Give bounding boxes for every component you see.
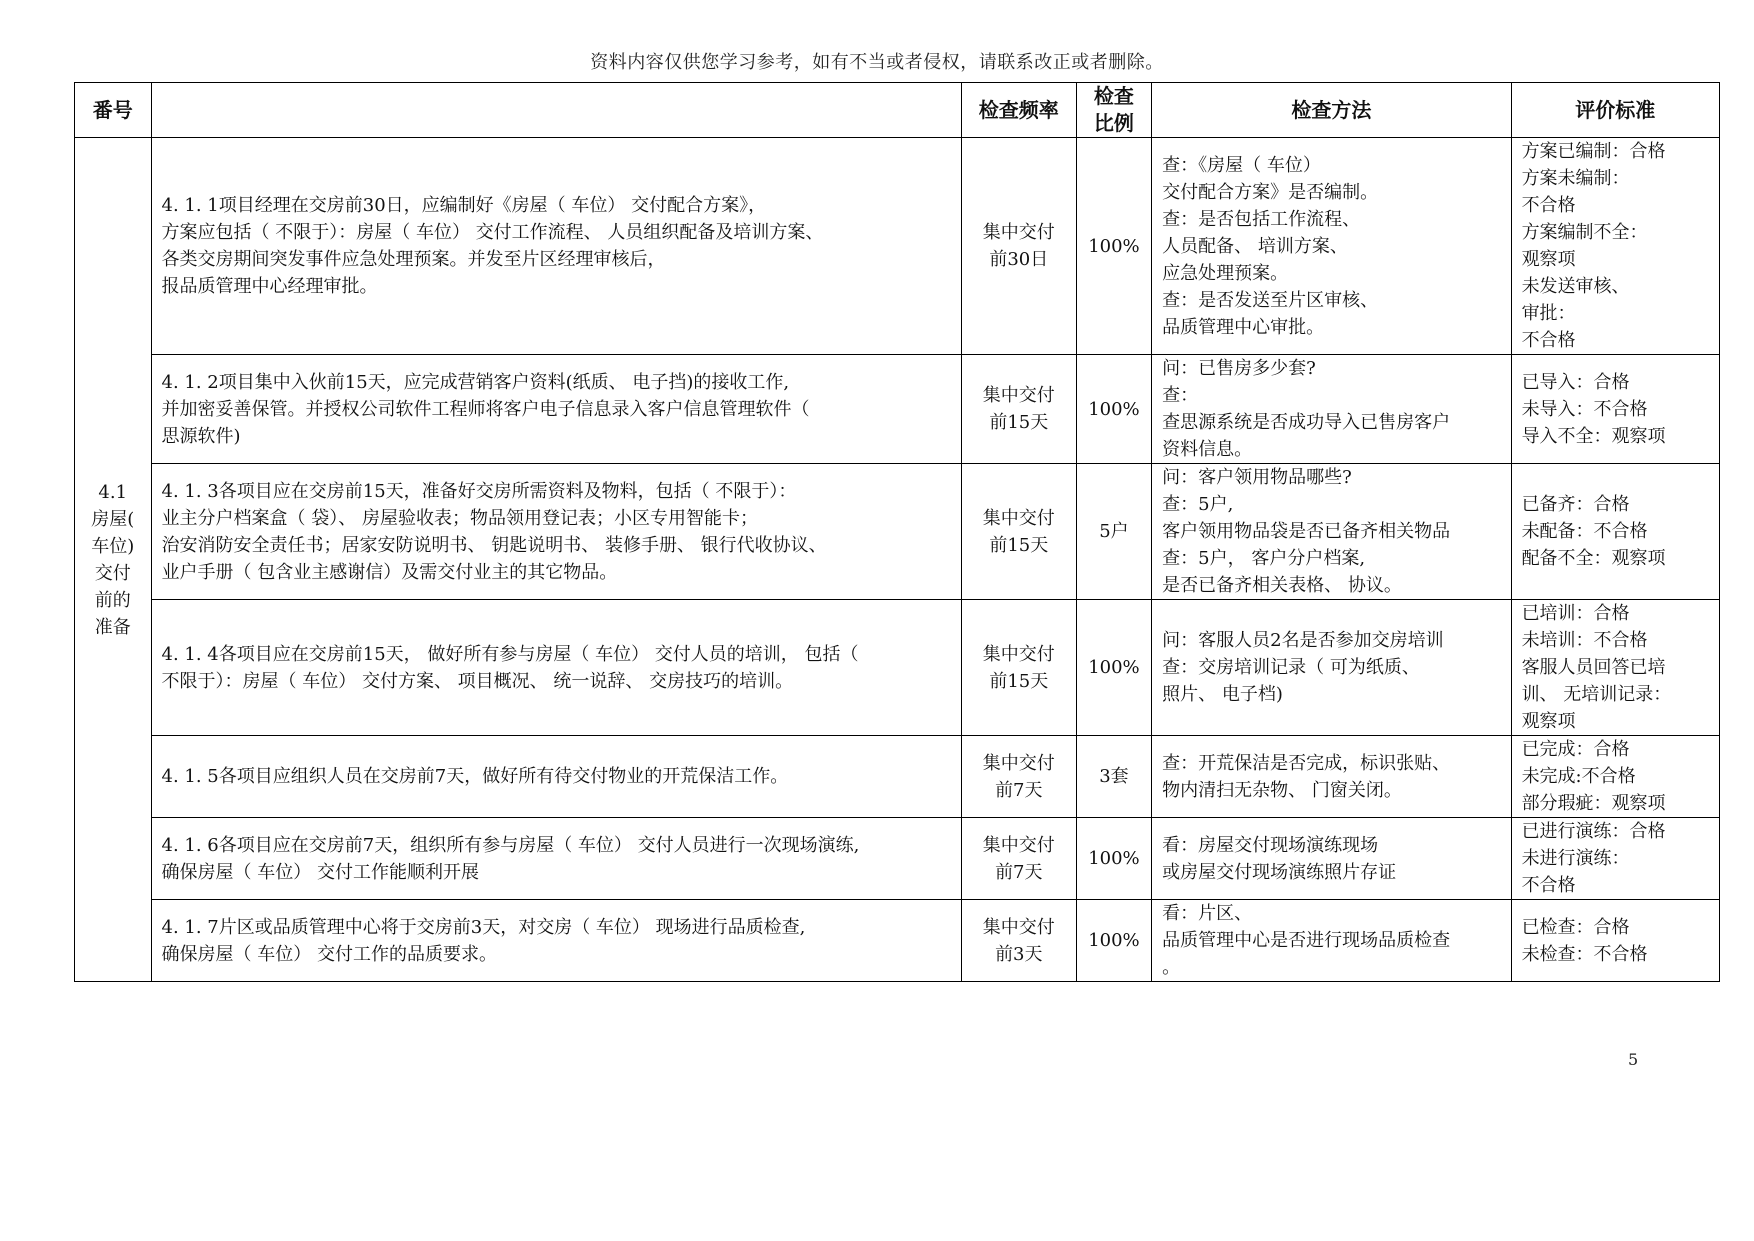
- method-cell: [1152, 600, 1511, 736]
- frequency-cell: [961, 600, 1076, 736]
- standard-cell-line: 已检查：合格: [1521, 916, 1630, 938]
- requirement-cell-line: 报品质管理中心经理审批。: [161, 276, 378, 297]
- method-cell: [1152, 138, 1511, 355]
- standard-cell-line: 不合格: [1521, 875, 1576, 896]
- method-cell-line: 问：已售房多少套?: [1162, 358, 1316, 379]
- method-cell-line: 客户领用物品袋是否已备齐相关物品: [1162, 521, 1451, 542]
- method-cell-line: 应急处理预案。: [1162, 262, 1289, 284]
- method-cell-line: 人员配备、 培训方案、: [1162, 235, 1348, 257]
- ratio-cell: 100%: [1076, 138, 1152, 355]
- header-ratio-line2: 比例: [1093, 111, 1134, 135]
- standard-cell: [1511, 355, 1719, 464]
- header-method: 检查方法: [1152, 83, 1511, 138]
- method-cell: [1152, 818, 1511, 900]
- frequency-cell-line: 集中交付: [982, 752, 1055, 774]
- requirement-cell-line: 4. 1. 1项目经理在交房前30日，应编制好《房屋（ 车位） 交付配合方案》，: [161, 195, 767, 216]
- standard-cell-line: 不合格: [1521, 195, 1576, 216]
- frequency-cell-line: 集中交付: [982, 222, 1055, 243]
- requirement-cell-line: 4. 1. 3各项目应在交房前15天，准备好交房所需资料及物料，包括（ 不限于）：: [161, 480, 797, 502]
- method-cell-line: 品质管理中心是否进行现场品质检查: [1162, 930, 1451, 951]
- requirement-cell: [151, 900, 961, 982]
- method-cell: [1152, 464, 1511, 600]
- standard-cell-line: 未检查：不合格: [1521, 943, 1648, 965]
- frequency-cell-line: 集中交付: [982, 507, 1055, 529]
- method-cell-line: 查：《房屋（ 车位）: [1162, 154, 1321, 176]
- standard-cell: [1511, 600, 1719, 736]
- frequency-cell-line: 前7天: [995, 861, 1043, 883]
- frequency-cell-line: 前7天: [995, 779, 1043, 801]
- table-row: [75, 736, 1720, 818]
- method-cell: [1152, 900, 1511, 982]
- standard-cell-line: 方案已编制：合格: [1521, 141, 1666, 162]
- method-cell-line: 看：片区、: [1162, 903, 1253, 924]
- ratio-cell: 100%: [1076, 818, 1152, 900]
- frequency-cell-line: 前15天: [989, 534, 1049, 556]
- ratio-cell: 100%: [1076, 355, 1152, 464]
- section-label-line: 房屋(: [91, 508, 135, 530]
- ratio-cell: 100%: [1076, 600, 1152, 736]
- standard-cell-line: 观察项: [1521, 249, 1576, 270]
- requirement-cell-line: 4. 1. 7片区或品质管理中心将于交房前3天，对交房（ 车位） 现场进行品质检查,: [161, 916, 806, 938]
- standard-cell-line: 已进行演练：合格: [1521, 821, 1666, 842]
- header-ratio-line1: 检查: [1093, 84, 1134, 108]
- frequency-cell: [961, 736, 1076, 818]
- requirement-cell-line: 并加密妥善保管。并授权公司软件工程师将客户电子信息录入客户信息管理软件（: [161, 398, 810, 420]
- header-ratio: [1076, 83, 1152, 138]
- method-cell-line: 。: [1162, 957, 1181, 978]
- ratio-cell: 100%: [1076, 900, 1152, 982]
- standard-cell-line: 已完成：合格: [1521, 739, 1630, 760]
- section-label-line: 4.1: [98, 481, 128, 503]
- standard-cell-line: 已导入：合格: [1521, 371, 1630, 393]
- standard-cell-line: 未配备：不合格: [1521, 521, 1648, 542]
- requirement-cell: [151, 464, 961, 600]
- requirement-cell-line: 4. 1. 6各项目应在交房前7天，组织所有参与房屋（ 车位） 交付人员进行一次现场演练,: [161, 834, 860, 856]
- requirement-cell: [151, 355, 961, 464]
- standard-cell-line: 不合格: [1521, 330, 1576, 351]
- standard-cell-line: 未发送审核、: [1521, 276, 1630, 297]
- frequency-cell: [961, 900, 1076, 982]
- requirement-cell-line: 思源软件): [161, 425, 241, 447]
- method-cell-line: 查思源系统是否成功导入已售房客户: [1162, 412, 1451, 433]
- method-cell: [1152, 355, 1511, 464]
- requirement-cell-line: 确保房屋（ 车位） 交付工作的品质要求。: [161, 943, 497, 965]
- standard-cell-line: 未导入：不合格: [1521, 398, 1648, 420]
- requirement-cell: [151, 600, 961, 736]
- frequency-cell-line: 集中交付: [982, 643, 1055, 665]
- frequency-cell-line: 前30日: [989, 249, 1049, 270]
- method-cell-line: 查：是否包括工作流程、: [1162, 208, 1361, 230]
- table-row: [75, 464, 1720, 600]
- method-cell: [1152, 736, 1511, 818]
- section-label-line: 准备: [94, 616, 131, 638]
- frequency-cell-line: 前3天: [995, 943, 1043, 965]
- standard-cell-line: 已培训：合格: [1521, 603, 1630, 624]
- standard-cell-line: 未进行演练：: [1521, 848, 1630, 869]
- inspection-table: [74, 82, 1720, 982]
- frequency-cell: [961, 355, 1076, 464]
- requirement-cell-line: 方案应包括（ 不限于）：房屋（ 车位） 交付工作流程、 人员组织配备及培训方案、: [161, 222, 824, 243]
- method-cell-line: 查：是否发送至片区审核、: [1162, 289, 1379, 311]
- standard-cell-line: 审批：: [1521, 303, 1576, 324]
- requirement-cell-line: 4. 1. 4各项目应在交房前15天， 做好所有参与房屋（ 车位） 交付人员的培训， 包括（: [161, 643, 859, 665]
- table-row: [75, 600, 1720, 736]
- ratio-cell: 3套: [1076, 736, 1152, 818]
- frequency-cell-line: 集中交付: [982, 834, 1055, 856]
- method-cell-line: 交付配合方案》是否编制。: [1162, 181, 1379, 203]
- standard-cell-line: 未完成:不合格: [1521, 766, 1636, 787]
- section-label-line: 前的: [94, 589, 131, 611]
- header-number: 番号: [75, 83, 152, 138]
- section-label: [75, 138, 152, 982]
- requirement-cell-line: 业主分户档案盒（ 袋）、 房屋验收表；物品领用登记表；小区专用智能卡；: [161, 507, 758, 529]
- standard-cell-line: 方案编制不全：: [1521, 222, 1648, 243]
- requirement-cell-line: 各类交房期间突发事件应急处理预案。并发至片区经理审核后，: [161, 249, 666, 270]
- frequency-cell: [961, 464, 1076, 600]
- method-cell-line: 查：5户， 客户分户档案,: [1162, 548, 1366, 569]
- method-cell-line: 资料信息。: [1162, 439, 1253, 460]
- method-cell-line: 查：交房培训记录（ 可为纸质、: [1162, 657, 1420, 678]
- requirement-cell-line: 业户手册（ 包含业主感谢信）及需交付业主的其它物品。: [161, 561, 618, 583]
- standard-cell: [1511, 900, 1719, 982]
- standard-cell-line: 未培训：不合格: [1521, 630, 1648, 651]
- method-cell-line: 或房屋交付现场演练照片存证: [1162, 861, 1397, 883]
- standard-cell: [1511, 138, 1719, 355]
- method-cell-line: 查：: [1162, 385, 1199, 406]
- frequency-cell-line: 前15天: [989, 412, 1049, 433]
- table-row: [75, 818, 1720, 900]
- method-cell-line: 品质管理中心审批。: [1162, 316, 1325, 338]
- standard-cell-line: 训、 无培训记录：: [1521, 684, 1672, 705]
- page-number: 5: [1628, 1050, 1639, 1069]
- method-cell-line: 问：客服人员2名是否参加交房培训: [1162, 630, 1444, 651]
- method-cell-line: 物内清扫无杂物、 门窗关闭。: [1162, 779, 1402, 801]
- header-content: [151, 83, 961, 138]
- table-row: [75, 900, 1720, 982]
- requirement-cell-line: 治安消防安全责任书；居家安防说明书、 钥匙说明书、 装修手册、 银行代收协议、: [161, 534, 827, 556]
- requirement-cell-line: 确保房屋（ 车位） 交付工作能顺利开展: [161, 861, 479, 883]
- method-cell-line: 查：开荒保洁是否完成，标识张贴、: [1162, 752, 1451, 774]
- standard-cell-line: 配备不全：观察项: [1521, 548, 1666, 569]
- standard-cell-line: 方案未编制：: [1521, 168, 1630, 189]
- standard-cell: [1511, 736, 1719, 818]
- section-label-line: 车位): [91, 535, 135, 557]
- requirement-cell: [151, 138, 961, 355]
- frequency-cell: [961, 818, 1076, 900]
- table-row: [75, 138, 1720, 355]
- standard-cell-line: 客服人员回答已培: [1521, 657, 1666, 678]
- ratio-cell: 5户: [1076, 464, 1152, 600]
- standard-cell: [1511, 464, 1719, 600]
- method-cell-line: 是否已备齐相关表格、 协议。: [1162, 575, 1402, 596]
- standard-cell: [1511, 818, 1719, 900]
- requirement-cell: [151, 736, 961, 818]
- requirement-cell-line: 不限于）：房屋（ 车位） 交付方案、 项目概况、 统一说辞、 交房技巧的培训。: [161, 670, 794, 692]
- standard-cell-line: 观察项: [1521, 711, 1576, 732]
- method-cell-line: 看：房屋交付现场演练现场: [1162, 834, 1379, 856]
- frequency-cell-line: 集中交付: [982, 385, 1055, 406]
- disclaimer-text: 资料内容仅供您学习参考，如有不当或者侵权，请联系改正或者删除。: [590, 52, 1164, 73]
- method-cell-line: 照片、 电子档): [1162, 684, 1283, 705]
- section-label-line: 交付: [94, 562, 131, 584]
- frequency-cell-line: 前15天: [989, 670, 1049, 692]
- table-row: [75, 355, 1720, 464]
- frequency-cell-line: 集中交付: [982, 916, 1055, 938]
- frequency-cell: [961, 138, 1076, 355]
- requirement-cell: [151, 818, 961, 900]
- header-frequency: 检查频率: [961, 83, 1076, 138]
- standard-cell-line: 导入不全：观察项: [1521, 425, 1666, 447]
- method-cell-line: 查：5户,: [1162, 494, 1234, 515]
- standard-cell-line: 部分瑕疵：观察项: [1521, 793, 1666, 814]
- standard-cell-line: 已备齐：合格: [1521, 494, 1630, 515]
- header-row: [75, 83, 1720, 138]
- header-standard: 评价标准: [1511, 83, 1719, 138]
- requirement-cell-line: 4. 1. 2项目集中入伙前15天，应完成营销客户资料(纸质、 电子挡)的接收工作,: [161, 371, 790, 393]
- method-cell-line: 问：客户领用物品哪些?: [1162, 467, 1352, 488]
- requirement-cell-line: 4. 1. 5各项目应组织人员在交房前7天，做好所有待交付物业的开荒保洁工作。: [161, 766, 789, 787]
